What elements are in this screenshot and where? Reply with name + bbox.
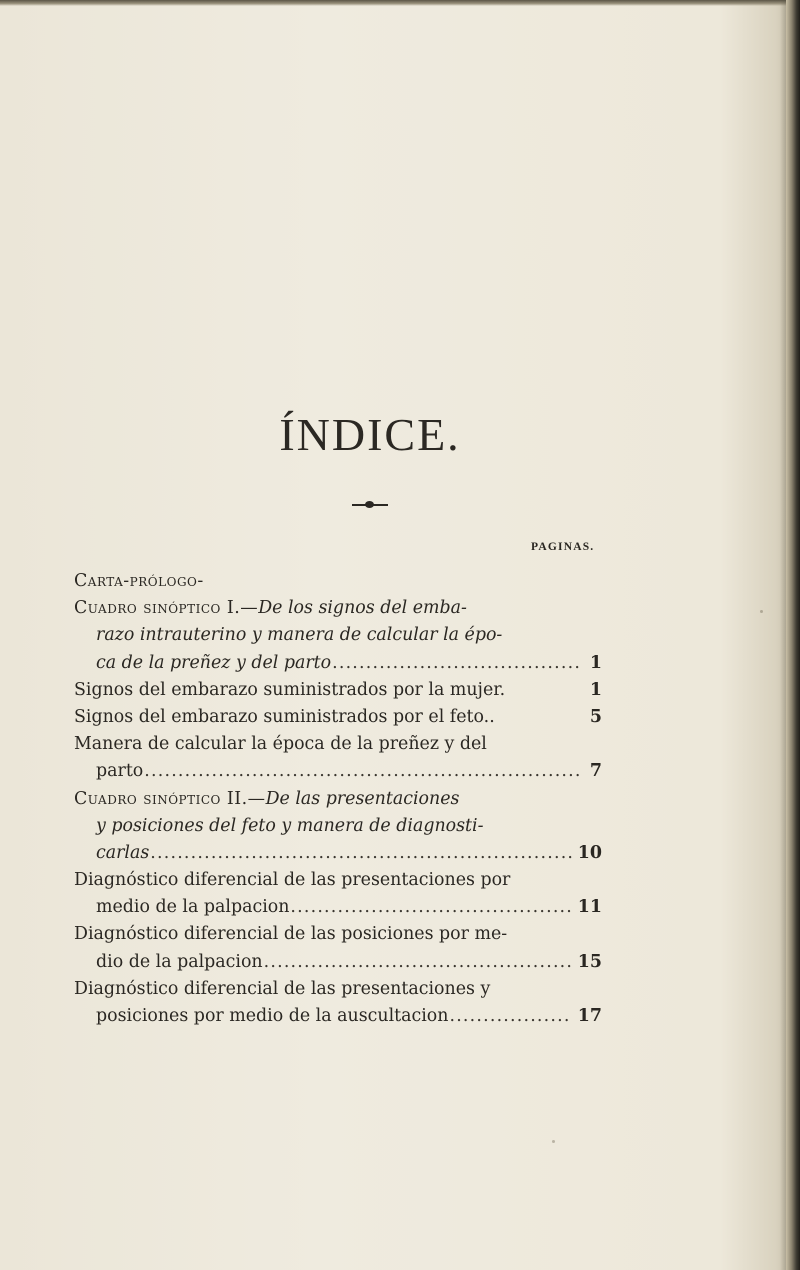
toc-text-segment: Carta-prólogo- — [74, 571, 204, 591]
toc-text-segment: Cuadro sinóptico I.— — [74, 598, 259, 619]
toc-line-text — [74, 677, 505, 704]
toc-line-text — [96, 894, 289, 921]
toc-entry — [74, 921, 602, 975]
toc-line — [74, 758, 602, 785]
toc-text-segment: parto — [96, 761, 144, 782]
toc-line — [74, 921, 602, 948]
toc-line-text — [96, 622, 502, 649]
paper-speck — [760, 610, 763, 613]
page-number: 1 — [589, 679, 602, 700]
toc-line — [74, 786, 602, 813]
toc-line — [74, 650, 602, 677]
page-number: 15 — [577, 951, 602, 972]
page-number: 1 — [589, 652, 602, 673]
toc-entry — [74, 731, 602, 785]
toc-line-text — [74, 921, 507, 948]
toc-entry — [74, 677, 602, 704]
toc-entry — [74, 786, 602, 868]
page-title: ÍNDICE. — [279, 409, 461, 460]
page-number: 11 — [577, 897, 602, 918]
page-number: 5 — [589, 706, 602, 727]
toc-text-segment: razo intrauterino y manera de calcular la épo- — [96, 625, 503, 646]
dot-leader — [332, 650, 582, 677]
toc-line-text — [74, 568, 204, 595]
toc-line-text — [74, 731, 487, 758]
toc-line-text — [74, 867, 510, 894]
toc-line — [74, 595, 602, 622]
toc-entry — [74, 595, 602, 677]
toc-text-segment: dio de la palpacion — [96, 951, 263, 972]
toc-text-segment: ca de la preñez y del parto — [96, 652, 332, 673]
toc-entry — [74, 867, 602, 921]
toc-line — [74, 622, 602, 649]
toc-text-segment: Signos del embarazo suministrados por el feto.. — [74, 706, 495, 727]
toc-text-segment: Diagnóstico diferencial de las presentaciones y — [74, 978, 491, 999]
toc-line-text — [96, 840, 149, 867]
toc-line — [74, 949, 602, 976]
page-number: 17 — [577, 1006, 602, 1026]
toc-line-text — [96, 949, 263, 976]
dot-leader — [290, 894, 571, 921]
toc-line — [74, 840, 602, 867]
toc-line — [74, 677, 602, 704]
toc-line-text — [74, 786, 459, 813]
page-top-edge — [0, 0, 800, 6]
book-spine — [786, 0, 800, 1270]
toc-entry — [74, 704, 602, 731]
toc-line — [74, 568, 602, 595]
toc-line-text — [96, 650, 331, 677]
table-of-contents — [74, 568, 602, 1030]
toc-line — [74, 867, 602, 894]
toc-line-text — [96, 813, 483, 840]
page-number: 7 — [589, 761, 602, 782]
toc-text-segment: Signos del embarazo suministrados por la mujer. — [74, 679, 506, 700]
toc-text-segment: medio de la palpacion — [96, 897, 290, 918]
toc-text-segment: Cuadro sinóptico II.— — [74, 788, 266, 809]
toc-text-segment: De las presentaciones — [265, 788, 460, 809]
toc-line — [74, 894, 602, 921]
toc-text-segment: Diagnóstico diferencial de las presentaciones por — [74, 870, 511, 891]
ornament-dot — [365, 501, 374, 508]
toc-text-segment: Diagnóstico diferencial de las posiciones por me- — [74, 924, 508, 945]
toc-text-segment: carlas — [96, 842, 150, 863]
dot-leader — [144, 758, 582, 785]
toc-entry — [74, 568, 602, 595]
ornament-divider — [352, 500, 388, 510]
toc-line-text — [96, 1003, 448, 1030]
dot-leader — [449, 1003, 571, 1030]
toc-line — [74, 813, 602, 840]
toc-text-segment: Manera de calcular la época de la preñez y del — [74, 734, 487, 755]
toc-entry — [74, 976, 602, 1030]
toc-line — [74, 731, 602, 758]
pages-column-label: PAGINAS. — [531, 541, 595, 553]
toc-line-text — [74, 704, 495, 731]
toc-line-text — [74, 976, 490, 1003]
dot-leader — [264, 949, 572, 976]
toc-line — [74, 976, 602, 1003]
toc-line — [74, 1003, 602, 1030]
paper-speck — [552, 1140, 555, 1143]
toc-text-segment: De los signos del emba- — [258, 598, 467, 619]
toc-line — [74, 704, 602, 731]
toc-text-segment: posiciones por medio de la auscultacion — [96, 1006, 449, 1026]
page-number: 10 — [577, 842, 602, 863]
toc-line-text — [74, 595, 467, 622]
toc-line-text — [96, 758, 143, 785]
toc-text-segment: y posiciones del feto y manera de diagnosti- — [96, 815, 484, 836]
dot-leader — [150, 840, 572, 867]
